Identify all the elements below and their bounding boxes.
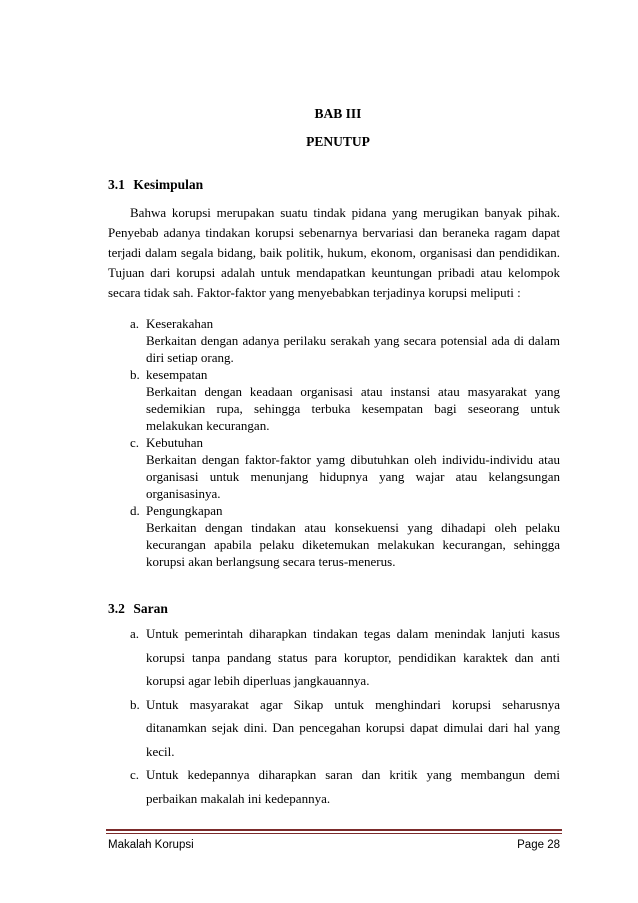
suggestion-list [130, 622, 560, 810]
section-number: 3.2 [108, 601, 125, 616]
list-marker: a. [130, 316, 140, 331]
conclusion-paragraph: Bahwa korupsi merupakan suatu tindak pidana yang merugikan banyak pihak. Penyebab adanya tindakan korupsi sebenarnya bervariasi dan beraneka ragam dapat terjadi dalam segala bidang, baik politik, hukum, ekonom, organisasi dan pendidikan. Tujuan dari korupsi adalah untuk mendapatkan keuntungan pribadi atau kelompok secara tidak sah. Faktor-faktor yang menyebabkan terjadinya korupsi meliputi : [108, 205, 560, 300]
chapter-label: BAB III [314, 106, 362, 121]
footer-rule-thin [106, 833, 562, 834]
list-marker: b. [130, 696, 140, 712]
page-number: Page 28 [517, 839, 560, 851]
list-item-body: Berkaitan dengan tindakan atau konsekuensi yang dihadapi oleh pelaku kecurangan apabila pelaku diketemukan melakukan kecurangan, sehingga korupsi akan berlangsung secara terus-menerus. [146, 520, 560, 569]
section-heading-kesimpulan [108, 177, 203, 193]
list-item [130, 502, 560, 570]
list-item-body: Berkaitan dengan keadaan organisasi atau instansi atau masyarakat yang sedemikian rupa, sehingga terbuka kesempatan bagi seseorang untuk melakukan kecurangan. [146, 384, 560, 433]
list-item-text: Untuk pemerintah diharapkan tindakan tegas dalam menindak lanjuti kasus korupsi tanpa pandang status para koruptor, pendidikan karaktek dan anti korupsi agar lebih diperluas jangkauannya. [146, 626, 560, 688]
section-title: Saran [133, 601, 168, 616]
footer-title: Makalah Korupsi [108, 839, 194, 851]
list-marker: d. [130, 503, 140, 518]
list-item-title: Kebutuhan [146, 435, 204, 450]
list-item [130, 763, 560, 810]
list-marker: c. [130, 435, 140, 450]
list-item-body: Berkaitan dengan faktor-faktor yamg dibutuhkan oleh individu-individu atau organisasi untuk menunjang hidupnya yang wajar atau kelangsungan organisasinya. [146, 452, 560, 501]
section-number: 3.1 [108, 177, 125, 192]
list-item [130, 622, 560, 693]
list-item-title: Pengungkapan [146, 503, 223, 518]
list-item [130, 366, 560, 434]
list-item-text: Untuk masyarakat agar Sikap untuk menghindari korupsi seharusnya ditanamkan sejak dini. Dan pencegahan korupsi dapat dimulai dari hal yang kecil. [146, 696, 560, 759]
list-marker: a. [130, 626, 140, 641]
list-marker: c. [130, 767, 140, 782]
list-item-text: Untuk kedepannya diharapkan saran dan kritik yang membangun demi perbaikan makalah ini kedepannya. [146, 767, 560, 806]
list-marker: b. [130, 367, 140, 382]
factor-list [130, 315, 560, 570]
list-item [130, 434, 560, 502]
list-item-title: Keserakahan [146, 316, 214, 331]
section-heading-saran [108, 601, 168, 617]
chapter-title: PENUTUP [306, 134, 370, 149]
section-title: Kesimpulan [133, 177, 204, 192]
list-item [130, 315, 560, 366]
footer-rule [106, 829, 562, 831]
list-item-title: kesempatan [146, 367, 208, 382]
list-item-body: Berkaitan dengan adanya perilaku serakah yang secara potensial ada di dalam diri setiap orang. [146, 333, 560, 365]
list-item [130, 693, 560, 764]
